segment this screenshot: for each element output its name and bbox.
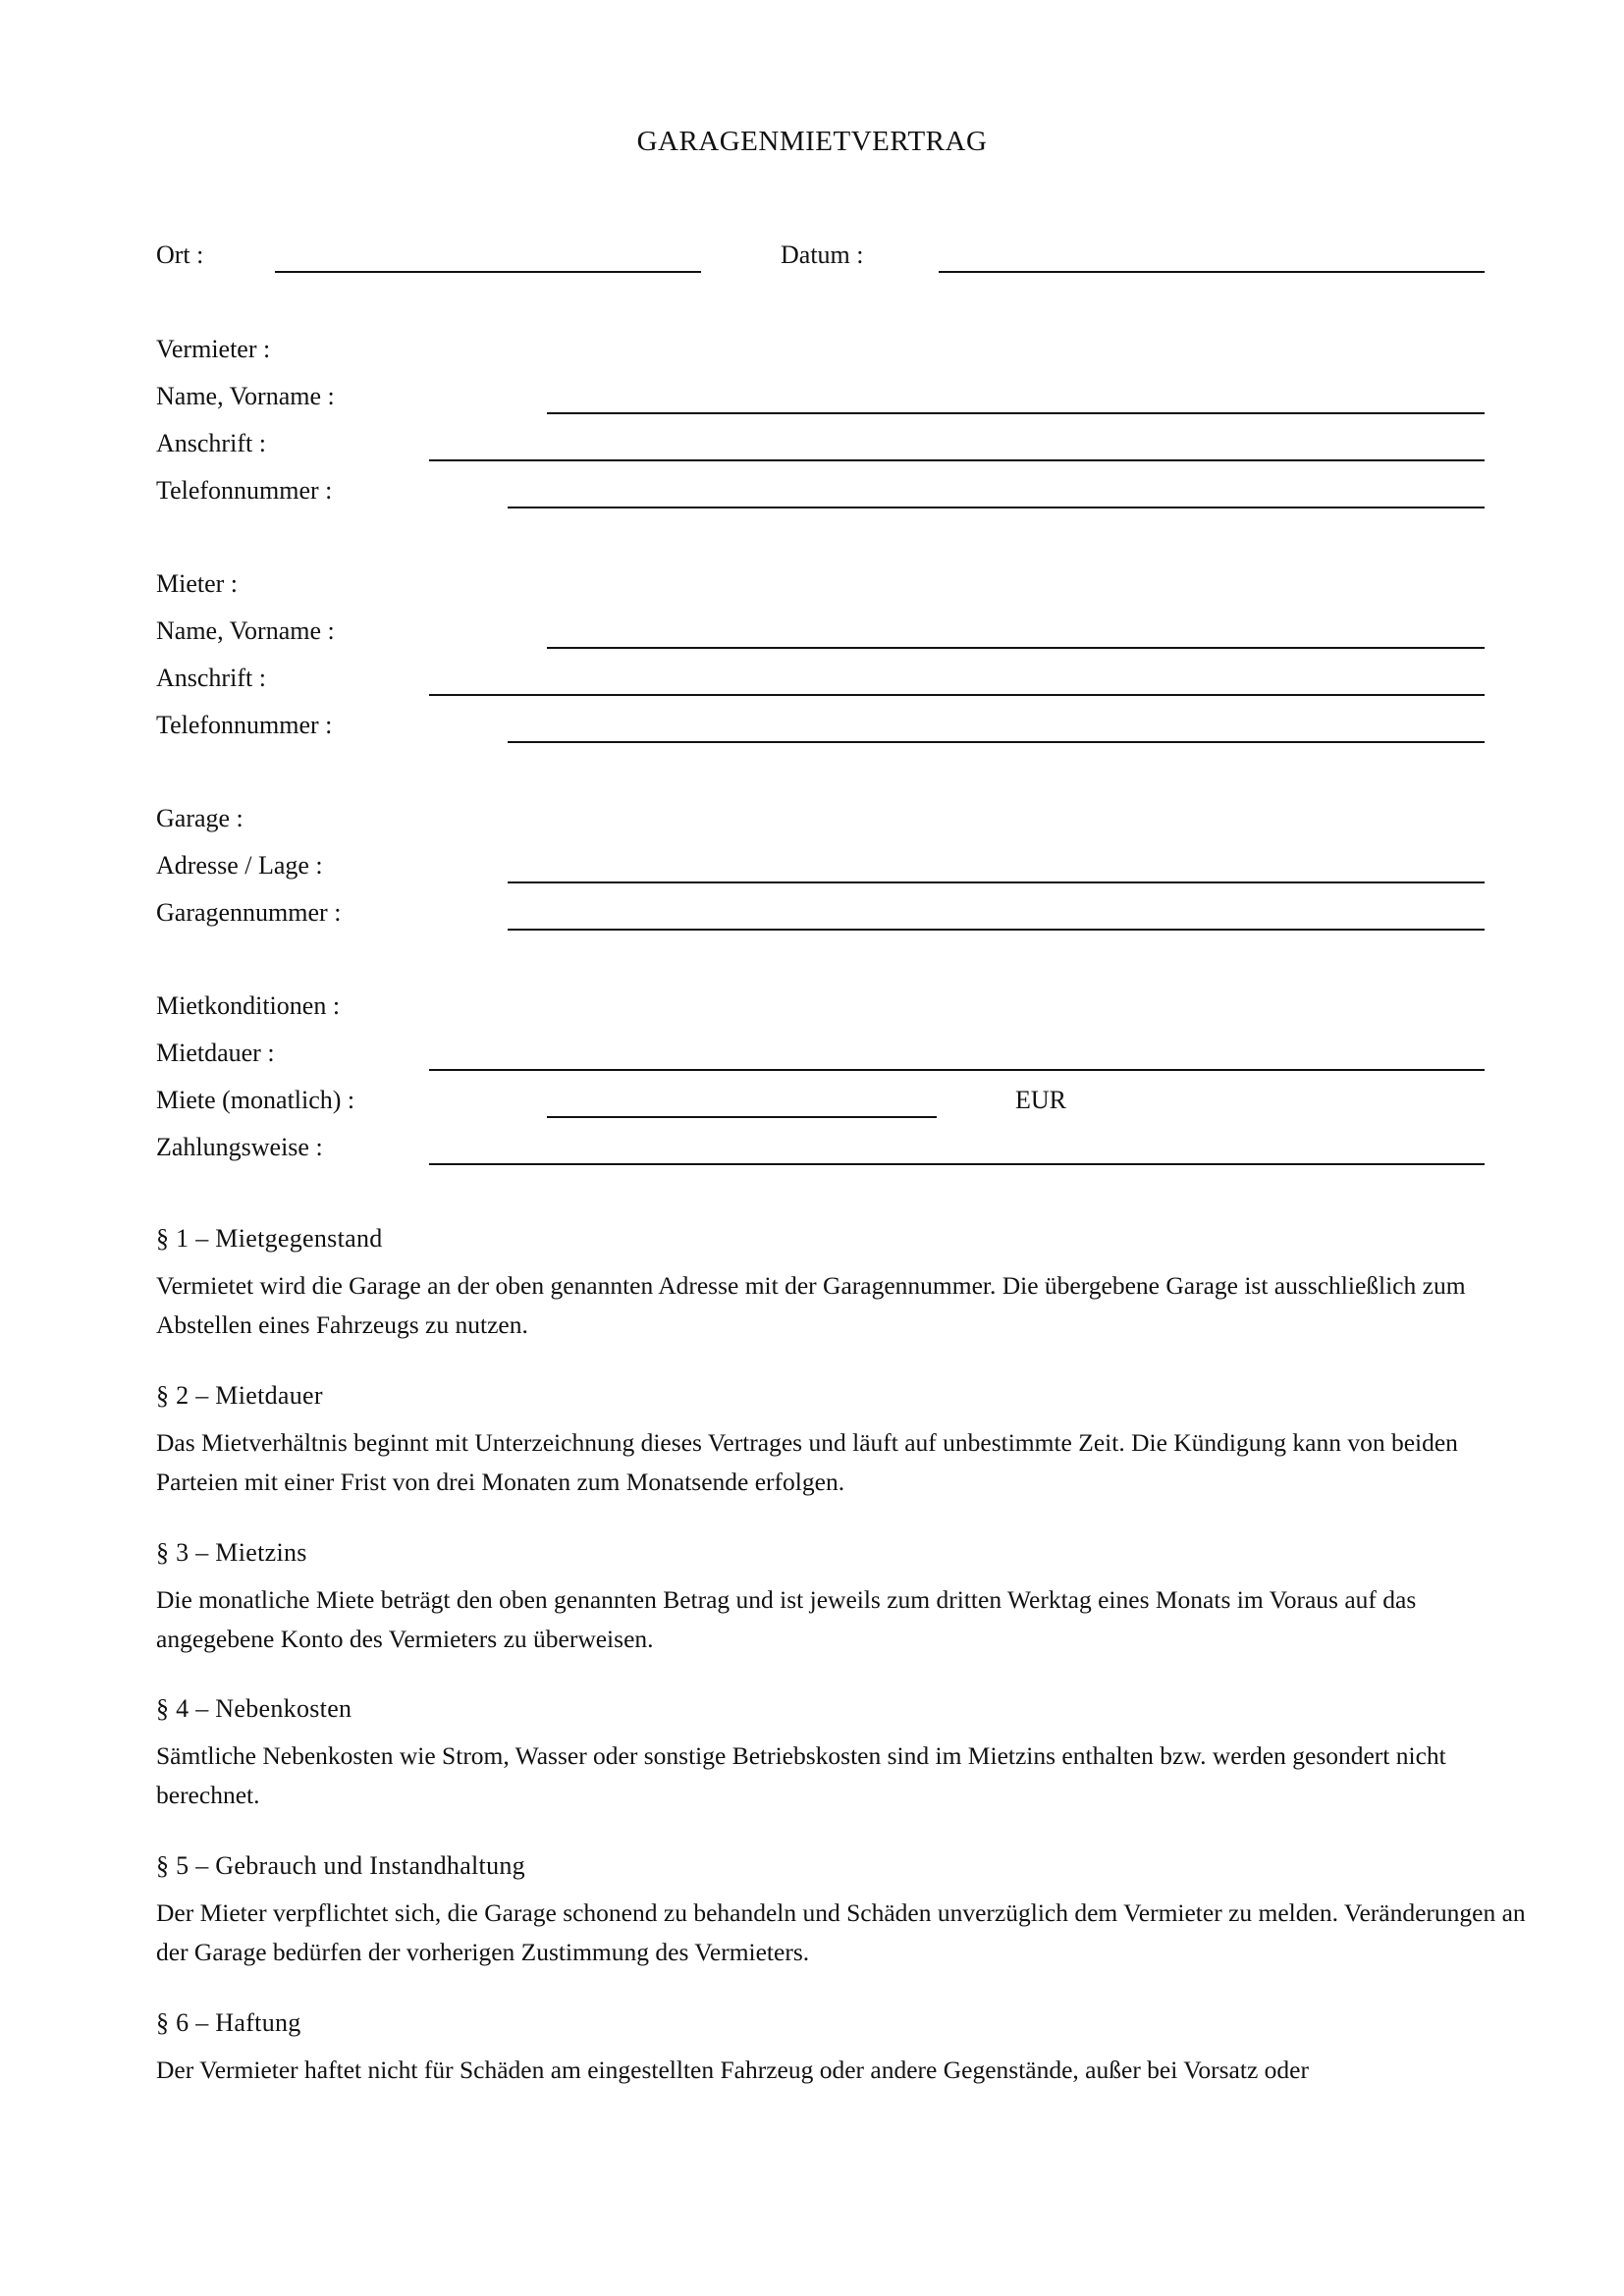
- miete-field[interactable]: [547, 1081, 935, 1114]
- paragraph-heading: § 6 – Haftung: [156, 2008, 301, 2037]
- ort-label: Ort :: [156, 240, 204, 269]
- mieter-telefon-label: Telefonnummer :: [156, 711, 333, 739]
- datum-label: Datum :: [781, 240, 864, 269]
- document-title: GARAGENMIETVERTRAG: [636, 126, 988, 157]
- mieter-anschrift-label: Anschrift :: [156, 664, 266, 692]
- mietdauer-line: [429, 1069, 1485, 1071]
- miete-currency: EUR: [1015, 1086, 1066, 1114]
- paragraph-text: Der Mieter verpflichtet sich, die Garage schonend zu behandeln und Schäden unverzüglich dem Vermieter zu melden. Veränderungen an der Garage bedürfen der vorherigen Zustimmung des Vermieters.: [156, 1898, 1526, 1966]
- mieter-telefon-field[interactable]: [508, 706, 1483, 739]
- garagennummer-label: Garagennummer :: [156, 898, 342, 927]
- vermieter-telefon-line: [508, 507, 1485, 508]
- mietdauer-label: Mietdauer :: [156, 1039, 275, 1067]
- mietkonditionen-heading: Mietkonditionen :: [156, 991, 341, 1020]
- paragraph-text: Das Mietverhältnis beginnt mit Unterzeichnung dieses Vertrages und läuft auf unbestimmte Zeit. Die Kündigung kann von beiden Parteien mit einer Frist von drei Monaten zum Monatsende erfolgen.: [156, 1428, 1458, 1496]
- zahlungsweise-label: Zahlungsweise :: [156, 1133, 323, 1161]
- paragraph-heading: § 2 – Mietdauer: [156, 1381, 323, 1410]
- mieter-name-label: Name, Vorname :: [156, 616, 335, 645]
- mieter-telefon-line: [508, 741, 1485, 743]
- mieter-heading: Mieter :: [156, 569, 239, 598]
- miete-line: [547, 1116, 937, 1118]
- paragraph-text: Der Vermieter haftet nicht für Schäden am eingestellten Fahrzeug oder andere Gegenstände, außer bei Vorsatz oder: [156, 2056, 1309, 2084]
- mieter-anschrift-line: [429, 694, 1485, 696]
- garagennummer-field[interactable]: [508, 893, 1483, 927]
- garage-adresse-label: Adresse / Lage :: [156, 851, 323, 880]
- paragraph-heading: § 5 – Gebrauch und Instandhaltung: [156, 1851, 525, 1880]
- paragraph-text: Sämtliche Nebenkosten wie Strom, Wasser oder sonstige Betriebskosten sind im Mietzins enthalten bzw. werden gesondert nicht berechnet.: [156, 1741, 1446, 1809]
- vermieter-anschrift-line: [429, 459, 1485, 461]
- miete-label: Miete (monatlich) :: [156, 1086, 355, 1114]
- mieter-name-line: [547, 647, 1485, 649]
- vermieter-telefon-label: Telefonnummer :: [156, 476, 333, 505]
- vermieter-anschrift-field[interactable]: [429, 424, 1483, 457]
- paragraph-heading: § 1 – Mietgegenstand: [156, 1224, 383, 1253]
- ort-field[interactable]: [275, 236, 699, 269]
- paragraph-heading: § 3 – Mietzins: [156, 1538, 307, 1567]
- garage-adresse-field[interactable]: [508, 846, 1483, 880]
- mieter-name-field[interactable]: [547, 612, 1483, 645]
- zahlungsweise-field[interactable]: [429, 1128, 1483, 1161]
- vermieter-telefon-field[interactable]: [508, 471, 1483, 505]
- mieter-anschrift-field[interactable]: [429, 659, 1483, 692]
- garage-heading: Garage :: [156, 804, 244, 832]
- zahlungsweise-line: [429, 1163, 1485, 1165]
- vermieter-name-field[interactable]: [547, 377, 1483, 410]
- ort-line: [275, 271, 701, 273]
- paragraph-text: Die monatliche Miete beträgt den oben genannten Betrag und ist jeweils zum dritten Werktag eines Monats im Voraus auf das angegebene Konto des Vermieters zu überweisen.: [156, 1585, 1417, 1653]
- paragraph-text: Vermietet wird die Garage an der oben genannten Adresse mit der Garagennummer. Die übergebene Garage ist ausschließlich zum Abstellen eines Fahrzeugs zu nutzen.: [156, 1271, 1466, 1339]
- garagennummer-line: [508, 929, 1485, 931]
- datum-line: [939, 271, 1485, 273]
- vermieter-name-line: [547, 412, 1485, 414]
- paragraph-heading: § 4 – Nebenkosten: [156, 1694, 352, 1723]
- vermieter-anschrift-label: Anschrift :: [156, 429, 266, 457]
- mietdauer-field[interactable]: [429, 1034, 1483, 1067]
- datum-field[interactable]: [939, 236, 1483, 269]
- garage-adresse-line: [508, 881, 1485, 883]
- vermieter-heading: Vermieter :: [156, 335, 271, 363]
- vermieter-name-label: Name, Vorname :: [156, 382, 335, 410]
